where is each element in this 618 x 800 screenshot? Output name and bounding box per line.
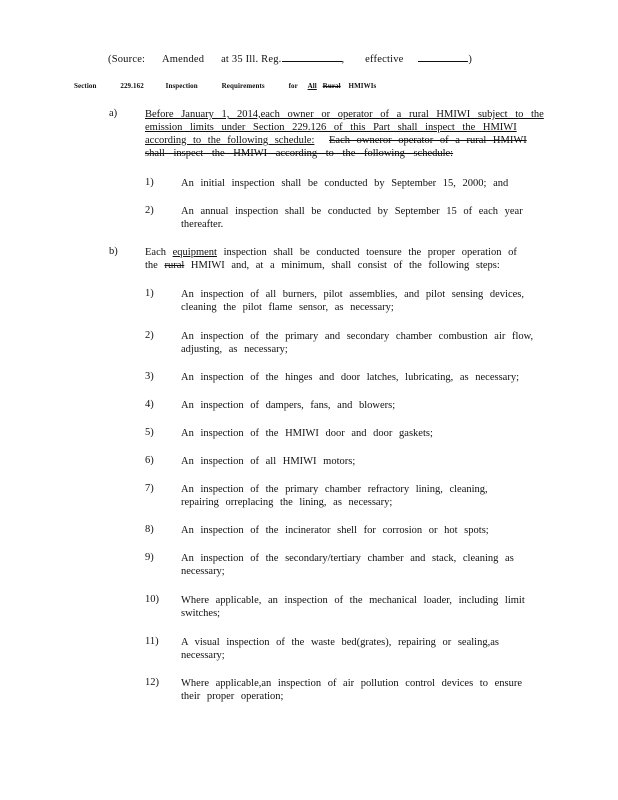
subsection-b-text: [145, 246, 540, 272]
b-line-1: [145, 246, 540, 259]
b-item-12-text: Where applicable,an inspection of air pollution control devices to ensure their proper operation;: [181, 678, 522, 702]
b-item-4-number: 4): [145, 399, 154, 410]
source-amended: Amended: [162, 54, 205, 65]
heading-word-hmiwis: HMIWIs: [348, 82, 377, 90]
b-item-9-text: An inspection of the secondary/tertiary chamber and stack, cleaning as necessary;: [181, 553, 514, 577]
b-line-2: [145, 259, 540, 272]
b-line-2-deleted: rural: [164, 260, 185, 271]
a-line-4-deleted: shall inspect the HMIWI according to the following schedule:: [145, 148, 454, 159]
a-item-2-number: 2): [145, 205, 154, 216]
a-line-3-inserted: according to the following schedule:: [145, 135, 315, 146]
heading-word-all: All: [307, 82, 317, 90]
b-item-7-number: 7): [145, 483, 154, 494]
heading-word-rural: Rural: [322, 82, 341, 90]
heading-word-for: for: [288, 82, 298, 90]
source-effective: effective: [365, 54, 404, 65]
b-item-2-text: An inspection of the primary and secondary chamber combustion air flow, adjusting, as necessary;: [181, 331, 534, 355]
b-line-2-end: HMIWI and, at a minimum, shall consist of the following steps:: [184, 260, 500, 271]
heading-word-inspection: Inspection: [165, 82, 198, 90]
b-item-10-number: 10): [145, 594, 159, 605]
b-item-10-text: Where applicable, an inspection of the mechanical loader, including limit switches;: [181, 595, 525, 619]
b-item-2-number: 2): [145, 330, 154, 341]
source-prefix: (Source:: [108, 54, 146, 65]
b-item-1-text: An inspection of all burners, pilot assemblies, and pilot sensing devices, cleaning the pilot flame sensor, as necessary;: [181, 289, 524, 313]
b-line-2-start: the: [145, 260, 165, 271]
b-item-8-number: 8): [145, 524, 154, 535]
register-blank: [282, 51, 342, 62]
section-heading: [74, 82, 376, 90]
source-suffix: ): [468, 54, 473, 65]
subsection-b-label: b): [109, 246, 118, 257]
b-item-3-number: 3): [145, 371, 154, 382]
source-register: at 35 Ill. Reg.: [221, 54, 282, 65]
b-line-1-start: Each: [145, 247, 173, 258]
b-item-6-number: 6): [145, 455, 154, 466]
a-line-3: [145, 134, 540, 147]
b-line-1-inserted: equipment: [172, 247, 217, 258]
a-item-2-text: An annual inspection shall be conducted by September 15 of each year thereafter.: [181, 206, 523, 230]
b-item-3-text: An inspection of the hinges and door latches, lubricating, as necessary;: [181, 372, 519, 383]
a-line-3-deleted: Each owneror operator of a rural HMIWI: [329, 135, 527, 146]
a-line-1: Before January 1, 2014,each owner or operator of a rural HMIWI subject to the: [145, 109, 544, 120]
subsection-a-text: [145, 108, 544, 160]
b-line-1-end: inspection shall be conducted toensure the proper operation of: [216, 247, 517, 258]
b-item-5-number: 5): [145, 427, 154, 438]
source-note: (Source: Amended at 35 Ill. Reg. , effective ): [108, 51, 472, 65]
b-item-4-text: An inspection of dampers, fans, and blowers;: [181, 400, 396, 411]
b-item-11-number: 11): [145, 636, 159, 647]
section-label: Section: [74, 82, 97, 90]
b-item-6-text: An inspection of all HMIWI motors;: [181, 456, 356, 467]
a-item-1-number: 1): [145, 177, 154, 188]
section-number: 229.162: [120, 82, 144, 90]
b-item-12-number: 12): [145, 677, 159, 688]
a-line-2: emission limits under Section 229.126 of this Part shall inspect the HMIWI: [145, 122, 517, 133]
b-item-8-text: An inspection of the incinerator shell for corrosion or hot spots;: [181, 525, 489, 536]
b-item-5-text: An inspection of the HMIWI door and door gaskets;: [181, 428, 433, 439]
effective-blank: [418, 51, 468, 62]
heading-word-requirements: Requirements: [221, 82, 265, 90]
b-item-7-text: An inspection of the primary chamber refractory lining, cleaning, repairing orreplacing the lining, as necessary;: [181, 484, 488, 508]
b-item-1-number: 1): [145, 288, 154, 299]
a-item-1-text: An initial inspection shall be conducted by September 15, 2000; and: [181, 178, 509, 189]
b-item-9-number: 9): [145, 552, 154, 563]
b-item-11-text: A visual inspection of the waste bed(grates), repairing or sealing,as necessary;: [181, 637, 499, 661]
subsection-a-label: a): [109, 108, 118, 119]
